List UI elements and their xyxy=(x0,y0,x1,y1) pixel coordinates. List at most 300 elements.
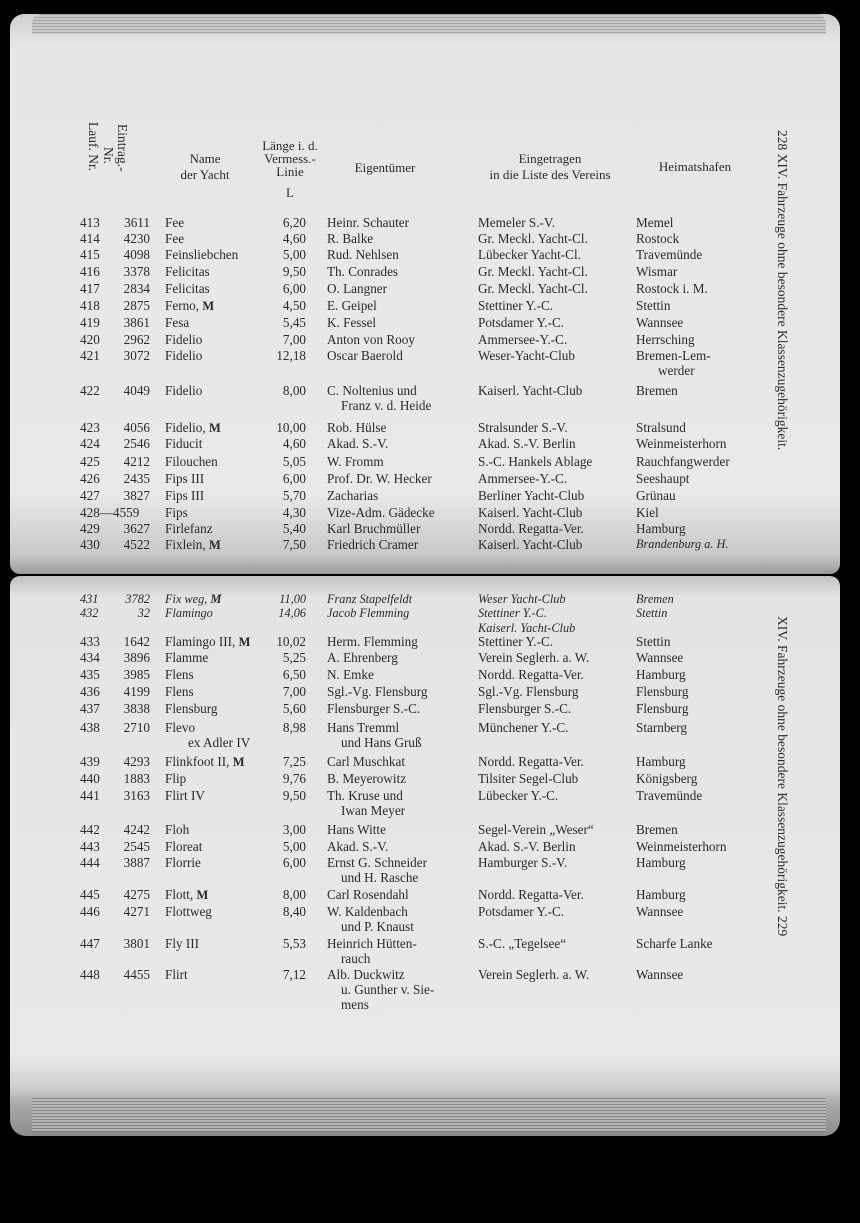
row-verein: Stralsunder S.-V. xyxy=(478,420,568,435)
yacht-name-text: Fidelio xyxy=(165,348,203,363)
row-verein: Weser Yacht-Club xyxy=(478,592,566,606)
row-eintrag-nr: 2546 xyxy=(123,436,150,451)
row-eintrag-nr: 2834 xyxy=(123,281,150,296)
row-eigentuemer: Jacob Flemming xyxy=(327,606,410,620)
row-laenge: 12,18 xyxy=(276,348,306,363)
row-verein: Nordd. Regatta-Ver. xyxy=(478,521,584,536)
motor-flag: M xyxy=(202,299,215,313)
row-yacht-name xyxy=(165,215,184,230)
row-verein: Gr. Meckl. Yacht-Cl. xyxy=(478,231,588,246)
row-heimatshafen: Hamburg xyxy=(636,754,686,769)
row-laenge: 7,00 xyxy=(282,332,306,347)
yacht-name-text: Flirt xyxy=(165,967,188,982)
row-lauf-nr: 415 xyxy=(80,247,100,262)
yacht-name-text: Flamingo III, xyxy=(165,634,236,649)
running-head-bottom: XIV. Fahrzeuge ohne besondere Klassenzugehörigkeit. 229 xyxy=(775,616,790,937)
row-lauf-nr: 447 xyxy=(80,936,100,951)
row-yacht-name xyxy=(165,667,194,682)
row-heimatshafen: Herrsching xyxy=(636,332,695,347)
row-eigentuemer: Ernst G. Schneider xyxy=(327,855,427,870)
row-yacht-name xyxy=(165,754,245,770)
row-yacht-name xyxy=(165,839,202,854)
row-laenge: 7,25 xyxy=(282,754,306,769)
row-eintrag-nr: 3611 xyxy=(124,215,150,230)
row-eigentuemer: Hans Witte xyxy=(327,822,386,837)
row-eigentuemer: Franz Stapelfeldt xyxy=(327,592,413,606)
row-verein: Gr. Meckl. Yacht-Cl. xyxy=(478,281,588,296)
row-eigentuemer-line2: und Hans Gruß xyxy=(341,735,422,750)
running-head-top: 228 XIV. Fahrzeuge ohne besondere Klassenzugehörigkeit. xyxy=(775,130,790,451)
row-yacht-name xyxy=(165,454,218,469)
row-verein: Hamburger S.-V. xyxy=(478,855,568,870)
row-lauf-nr: 431 xyxy=(80,592,99,606)
row-laenge: 7,50 xyxy=(282,537,306,552)
row-lauf-nr: 433 xyxy=(80,634,100,649)
header-name-line1: Name xyxy=(189,151,221,166)
yacht-name-text: Feinsliebchen xyxy=(165,247,239,262)
row-heimatshafen: Wismar xyxy=(636,264,678,279)
yacht-name-text: Flamme xyxy=(165,650,209,665)
row-laenge: 4,30 xyxy=(282,505,306,520)
row-heimatshafen: Stettin xyxy=(636,298,671,313)
row-heimatshafen: Bremen-Lem- xyxy=(636,348,711,363)
row-laenge: 5,25 xyxy=(282,650,306,665)
row-heimatshafen: Stettin xyxy=(636,634,671,649)
row-eintrag-nr: 3896 xyxy=(123,650,150,665)
row-verein: Stettiner Y.-C. xyxy=(478,606,547,620)
row-eigentuemer: Carl Muschkat xyxy=(327,754,406,769)
row-verein: Gr. Meckl. Yacht-Cl. xyxy=(478,264,588,279)
row-heimatshafen: Brandenburg a. H. xyxy=(636,537,729,551)
row-lauf-nr: 446 xyxy=(80,904,100,919)
row-eigentuemer: B. Meyerowitz xyxy=(327,771,407,786)
row-laenge: 10,00 xyxy=(276,420,306,435)
row-lauf-nr: 430 xyxy=(80,537,100,552)
header-heimatshafen: Heimatshafen xyxy=(658,159,732,174)
header-laenge-line4: L xyxy=(286,185,294,200)
yacht-name-text: Florrie xyxy=(165,855,201,870)
header-eintrag-nr2: Nr. xyxy=(101,147,116,164)
row-eintrag-nr: 3801 xyxy=(123,936,150,951)
row-eintrag-nr: 3861 xyxy=(123,315,150,330)
row-yacht-name xyxy=(165,332,202,347)
row-eigentuemer: K. Fessel xyxy=(327,315,377,330)
row-verein: Stettiner Y.-C. xyxy=(478,298,554,313)
row-yacht-name xyxy=(165,788,205,803)
row-laenge: 4,50 xyxy=(282,298,306,313)
row-laenge: 5,40 xyxy=(282,521,306,536)
row-eigentuemer-line2: und P. Knaust xyxy=(341,919,414,934)
row-eintrag-nr: 4212 xyxy=(123,454,150,469)
yacht-name-text: Fiducit xyxy=(165,436,203,451)
row-lauf-nr: 426 xyxy=(80,471,100,486)
row-eigentuemer: Rob. Hülse xyxy=(327,420,387,435)
motor-flag: M xyxy=(196,888,209,902)
row-heimatshafen: Bremen xyxy=(636,592,674,606)
row-lauf-nr: 439 xyxy=(80,754,100,769)
row-eintrag-nr: 3985 xyxy=(123,667,150,682)
yacht-name-text: Flip xyxy=(165,771,187,786)
row-lauf-nr: 424 xyxy=(80,436,100,451)
row-verein: Sgl.-Vg. Flensburg xyxy=(478,684,579,699)
row-lauf-nr: 448 xyxy=(80,967,100,982)
row-laenge: 4,60 xyxy=(282,231,306,246)
yacht-name-text: Fee xyxy=(165,231,185,246)
row-eigentuemer: Vize-Adm. Gädecke xyxy=(327,505,435,520)
row-eigentuemer: Th. Conrades xyxy=(327,264,399,279)
row-laenge: 5,00 xyxy=(282,247,306,262)
row-yacht-name xyxy=(165,436,202,451)
row-laenge: 14,06 xyxy=(278,606,306,620)
row-lauf-nr: 441 xyxy=(80,788,100,803)
row-eintrag-nr: 4293 xyxy=(123,754,150,769)
yacht-name-text: Flott, xyxy=(165,887,194,902)
row-verein: Berliner Yacht-Club xyxy=(478,488,585,503)
row-laenge: 3,00 xyxy=(282,822,306,837)
row-eintrag-nr: 4098 xyxy=(123,247,150,262)
row-verein: Flensburger S.-C. xyxy=(478,701,572,716)
row-eigentuemer-line2: und H. Rasche xyxy=(341,870,419,885)
row-eigentuemer: Flensburger S.-C. xyxy=(327,701,421,716)
header-eigentuemer: Eigentümer xyxy=(354,160,416,175)
row-eigentuemer: Herm. Flemming xyxy=(327,634,418,649)
row-eigentuemer: Sgl.-Vg. Flensburg xyxy=(327,684,428,699)
row-eigentuemer: Akad. S.-V. xyxy=(327,436,389,451)
row-heimatshafen: Wannsee xyxy=(636,967,684,982)
row-verein: Lübecker Y.-C. xyxy=(478,788,559,803)
row-yacht-name xyxy=(165,281,210,296)
row-eigentuemer: Carl Rosendahl xyxy=(327,887,409,902)
row-eintrag-nr: 3378 xyxy=(123,264,150,279)
row-verein: Kaiserl. Yacht-Club xyxy=(478,537,583,552)
row-eintrag-nr: 4049 xyxy=(123,383,150,398)
row-eintrag-nr: 3163 xyxy=(123,788,150,803)
row-heimatshafen: Bremen xyxy=(636,383,678,398)
row-laenge: 5,45 xyxy=(282,315,306,330)
row-yacht-name xyxy=(165,348,202,363)
row-verein: Ammersee-Y.-C. xyxy=(478,332,568,347)
row-verein: Nordd. Regatta-Ver. xyxy=(478,754,584,769)
row-heimatshafen: Stettin xyxy=(636,606,668,620)
row-laenge: 7,00 xyxy=(282,684,306,699)
row-heimatshafen: Memel xyxy=(636,215,674,230)
row-yacht-name xyxy=(165,684,194,699)
row-yacht-name xyxy=(165,720,195,735)
row-lauf-nr: 442 xyxy=(80,822,100,837)
row-laenge: 5,70 xyxy=(282,488,306,503)
row-heimatshafen-line2: werder xyxy=(658,363,695,378)
row-eigentuemer: Zacharias xyxy=(327,488,379,503)
yacht-name-text: Flens xyxy=(165,684,194,699)
row-eigentuemer-line2: Iwan Meyer xyxy=(341,803,406,818)
row-yacht-name xyxy=(165,315,189,330)
row-laenge: 8,40 xyxy=(282,904,306,919)
yacht-name-text: Flevo xyxy=(165,720,196,735)
row-yacht-name xyxy=(165,521,213,536)
row-eintrag-nr: 3072 xyxy=(123,348,150,363)
row-heimatshafen: Wannsee xyxy=(636,904,684,919)
row-lauf-nr: 443 xyxy=(80,839,100,854)
row-laenge: 6,20 xyxy=(282,215,306,230)
row-eintrag-nr: 2875 xyxy=(123,298,150,313)
yacht-name-text: Floh xyxy=(165,822,190,837)
row-eintrag-nr: 4271 xyxy=(123,904,150,919)
row-yacht-name xyxy=(165,887,208,903)
row-heimatshafen: Wannsee xyxy=(636,315,684,330)
row-lauf-nr: 419 xyxy=(80,315,100,330)
row-yacht-name xyxy=(165,264,210,279)
row-eintrag-nr: 2435 xyxy=(123,471,150,486)
row-heimatshafen: Stralsund xyxy=(636,420,686,435)
yacht-name-text: Fix weg, xyxy=(165,592,208,606)
row-verein: S.-C. „Tegelsee“ xyxy=(478,936,567,951)
yacht-name-text: Flens xyxy=(165,667,194,682)
row-lauf-nr: 432 xyxy=(80,606,99,620)
row-eigentuemer: W. Kaldenbach xyxy=(327,904,408,919)
row-eintrag-nr: 4230 xyxy=(123,231,150,246)
row-eigentuemer: Hans Tremml xyxy=(327,720,400,735)
row-eintrag-nr: 4455 xyxy=(123,967,150,982)
page-edges xyxy=(32,1098,826,1132)
row-heimatshafen: Rostock xyxy=(636,231,680,246)
row-yacht-name xyxy=(165,471,204,486)
row-eigentuemer: Akad. S.-V. xyxy=(327,839,389,854)
row-eigentuemer: Karl Bruchmüller xyxy=(327,521,421,536)
motor-flag: M xyxy=(210,592,222,606)
row-yacht-name xyxy=(165,505,188,520)
row-yacht-name xyxy=(165,231,184,246)
row-eigentuemer: A. Ehrenberg xyxy=(327,650,398,665)
row-eintrag-nr: 3782 xyxy=(125,592,150,606)
row-lauf-nr: 413 xyxy=(80,215,100,230)
row-verein: Nordd. Regatta-Ver. xyxy=(478,887,584,902)
row-heimatshafen: Kiel xyxy=(636,505,659,520)
row-heimatshafen: Hamburg xyxy=(636,521,686,536)
row-eigentuemer: Anton von Rooy xyxy=(327,332,415,347)
row-yacht-name xyxy=(165,420,221,436)
row-heimatshafen: Travemünde xyxy=(636,788,703,803)
row-yacht-name xyxy=(165,650,208,665)
row-laenge: 6,50 xyxy=(282,667,306,682)
header-lauf-nr: Lauf. Nr. xyxy=(86,122,101,172)
row-yacht-name xyxy=(165,855,201,870)
row-lauf-nr: 421 xyxy=(80,348,100,363)
row-lauf-nr: 414 xyxy=(80,231,100,246)
yacht-name-text: Fixlein, xyxy=(165,537,206,552)
row-lauf-nr: 438 xyxy=(80,720,100,735)
row-eigentuemer: Heinr. Schauter xyxy=(327,215,410,230)
row-laenge: 5,00 xyxy=(282,839,306,854)
row-eigentuemer: E. Geipel xyxy=(327,298,377,313)
yacht-name-text: Flinkfoot II, xyxy=(165,754,230,769)
row-heimatshafen: Grünau xyxy=(636,488,676,503)
row-heimatshafen: Hamburg xyxy=(636,667,686,682)
row-laenge: 8,00 xyxy=(282,383,306,398)
header-eingetragen-line1: Eingetragen xyxy=(518,151,582,166)
row-eigentuemer: W. Fromm xyxy=(327,454,384,469)
row-laenge: 7,12 xyxy=(282,967,306,982)
yacht-name-text: Fips xyxy=(165,505,188,520)
row-eigentuemer: Friedrich Cramer xyxy=(327,537,419,552)
row-laenge: 11,00 xyxy=(279,592,306,606)
row-yacht-name xyxy=(165,822,189,837)
row-heimatshafen: Starnberg xyxy=(636,720,688,735)
row-eintrag-nr: 2545 xyxy=(123,839,150,854)
yacht-name-text: Fesa xyxy=(165,315,190,330)
row-lauf-nr: 416 xyxy=(80,264,100,279)
row-laenge: 6,00 xyxy=(282,855,306,870)
row-eigentuemer: O. Langner xyxy=(327,281,388,296)
row-lauf-nr: 418 xyxy=(80,298,100,313)
row-eigentuemer: Th. Kruse und xyxy=(327,788,403,803)
motor-flag: M xyxy=(238,635,251,649)
row-verein: Akad. S.-V. Berlin xyxy=(478,436,576,451)
row-yacht-name xyxy=(165,701,218,716)
row-verein: Nordd. Regatta-Ver. xyxy=(478,667,584,682)
row-yacht-name xyxy=(165,592,222,607)
row-verein: Akad. S.-V. Berlin xyxy=(478,839,576,854)
row-lauf-nr: 445 xyxy=(80,887,100,902)
header-laenge-line2: Vermess.- xyxy=(264,151,316,166)
row-laenge: 9,76 xyxy=(282,771,306,786)
row-lauf-nr: 423 xyxy=(80,420,100,435)
row-eintrag-nr: 3627 xyxy=(123,521,150,536)
row-lauf-nr: 434 xyxy=(80,650,100,665)
row-eigentuemer: R. Balke xyxy=(327,231,374,246)
row-eintrag-nr: 32 xyxy=(137,606,150,620)
yacht-name-text: Fidelio xyxy=(165,383,203,398)
row-eintrag-nr: 1642 xyxy=(123,634,150,649)
row-yacht-name xyxy=(165,383,202,398)
row-eintrag-nr: 2710 xyxy=(123,720,150,735)
row-eintrag-nr: 4199 xyxy=(123,684,150,699)
yacht-name-text: Fips III xyxy=(165,488,205,503)
row-yacht-name xyxy=(165,634,250,650)
row-verein: Lübecker Yacht-Cl. xyxy=(478,247,581,262)
motor-flag: M xyxy=(208,538,221,552)
motor-flag: M xyxy=(208,421,221,435)
row-heimatshafen: Flensburg xyxy=(636,684,689,699)
row-heimatshafen: Weinmeisterhorn xyxy=(636,436,727,451)
row-verein: Verein Seglerh. a. W. xyxy=(478,650,590,665)
row-lauf-nr: 429 xyxy=(80,521,100,536)
row-eigentuemer-line2: Franz v. d. Heide xyxy=(341,398,432,413)
row-yacht-name xyxy=(165,904,212,919)
row-eintrag-nr: 2962 xyxy=(123,332,150,347)
row-eintrag-nr: 3887 xyxy=(123,855,150,870)
row-eigentuemer: Heinrich Hütten- xyxy=(327,936,417,951)
yacht-name-text: Fee xyxy=(165,215,185,230)
row-heimatshafen: Hamburg xyxy=(636,887,686,902)
row-verein: Segel-Verein „Weser“ xyxy=(478,822,594,837)
row-verein: Ammersee-Y.-C. xyxy=(478,471,568,486)
row-verein: Memeler S.-V. xyxy=(478,215,556,230)
row-verein: S.-C. Hankels Ablage xyxy=(478,454,593,469)
row-eigentuemer-line2: rauch xyxy=(341,951,371,966)
row-heimatshafen: Flensburg xyxy=(636,701,689,716)
row-lauf-nr: 444 xyxy=(80,855,100,870)
yacht-name-text: Fips III xyxy=(165,471,205,486)
row-heimatshafen: Travemünde xyxy=(636,247,703,262)
row-laenge: 9,50 xyxy=(282,264,306,279)
row-eintrag-nr: 4242 xyxy=(123,822,150,837)
yacht-name-text: Felicitas xyxy=(165,264,210,279)
row-lauf-nr: 422 xyxy=(80,383,100,398)
row-laenge: 5,60 xyxy=(282,701,306,716)
row-eigentuemer: Oscar Baerold xyxy=(327,348,403,363)
yacht-name-text: Flamingo xyxy=(165,606,213,620)
header-laenge-line3: Linie xyxy=(276,164,304,179)
yacht-name-text: Fidelio, xyxy=(165,420,206,435)
row-yacht-name xyxy=(165,247,238,262)
row-heimatshafen: Weinmeisterhorn xyxy=(636,839,727,854)
row-lauf-nr: 436 xyxy=(80,684,100,699)
row-verein: Verein Seglerh. a. W. xyxy=(478,967,590,982)
row-heimatshafen: Seeshaupt xyxy=(636,471,690,486)
row-yacht-name-line2: ex Adler IV xyxy=(188,735,251,750)
row-verein: Weser-Yacht-Club xyxy=(478,348,575,363)
yacht-name-text: Floreat xyxy=(165,839,203,854)
row-verein: Potsdamer Y.-C. xyxy=(478,315,565,330)
row-yacht-name xyxy=(165,537,221,553)
row-laenge: 5,05 xyxy=(282,454,306,469)
row-eigentuemer: N. Emke xyxy=(327,667,374,682)
row-lauf-nr: 420 xyxy=(80,332,100,347)
header-name-line2: der Yacht xyxy=(180,167,230,182)
row-lauf-nr: 428—4559 xyxy=(80,505,140,520)
row-verein: Kaiserl. Yacht-Club xyxy=(478,505,583,520)
yacht-name-text: Fly III xyxy=(165,936,200,951)
row-verein: Potsdamer Y.-C. xyxy=(478,904,565,919)
row-heimatshafen: Wannsee xyxy=(636,650,684,665)
row-heimatshafen: Scharfe Lanke xyxy=(636,936,713,951)
row-heimatshafen: Rauchfangwerder xyxy=(636,454,730,469)
row-eintrag-nr: 4275 xyxy=(123,887,150,902)
row-heimatshafen: Rostock i. M. xyxy=(636,281,708,296)
row-laenge: 10,02 xyxy=(276,634,306,649)
row-eigentuemer-line3: mens xyxy=(341,997,369,1012)
row-eintrag-nr: 3827 xyxy=(123,488,150,503)
row-laenge: 6,00 xyxy=(282,471,306,486)
row-lauf-nr: 437 xyxy=(80,701,100,716)
row-eigentuemer-line2: u. Gunther v. Sie- xyxy=(341,982,435,997)
yacht-name-text: Flottweg xyxy=(165,904,212,919)
row-eigentuemer: Alb. Duckwitz xyxy=(327,967,405,982)
row-verein: Kaiserl. Yacht-Club xyxy=(478,383,583,398)
yacht-name-text: Firlefanz xyxy=(165,521,213,536)
row-yacht-name xyxy=(165,771,186,786)
row-verein-line2: Kaiserl. Yacht-Club xyxy=(478,621,576,635)
row-laenge: 9,50 xyxy=(282,788,306,803)
row-laenge: 4,60 xyxy=(282,436,306,451)
row-yacht-name xyxy=(165,606,213,621)
row-eigentuemer: C. Noltenius und xyxy=(327,383,417,398)
row-lauf-nr: 417 xyxy=(80,281,100,296)
row-verein: Stettiner Y.-C. xyxy=(478,634,554,649)
row-eintrag-nr: 4056 xyxy=(123,420,150,435)
header-eingetragen-line2: in die Liste des Vereins xyxy=(489,167,611,182)
row-heimatshafen: Bremen xyxy=(636,822,678,837)
row-lauf-nr: 435 xyxy=(80,667,100,682)
row-eintrag-nr: 3838 xyxy=(123,701,150,716)
row-yacht-name xyxy=(165,936,199,951)
row-laenge: 8,98 xyxy=(282,720,306,735)
header-laenge-line1: Länge i. d. xyxy=(262,138,318,153)
row-laenge: 6,00 xyxy=(282,281,306,296)
row-verein: Tilsiter Segel-Club xyxy=(478,771,579,786)
row-yacht-name xyxy=(165,488,204,503)
yacht-name-text: Filouchen xyxy=(165,454,218,469)
